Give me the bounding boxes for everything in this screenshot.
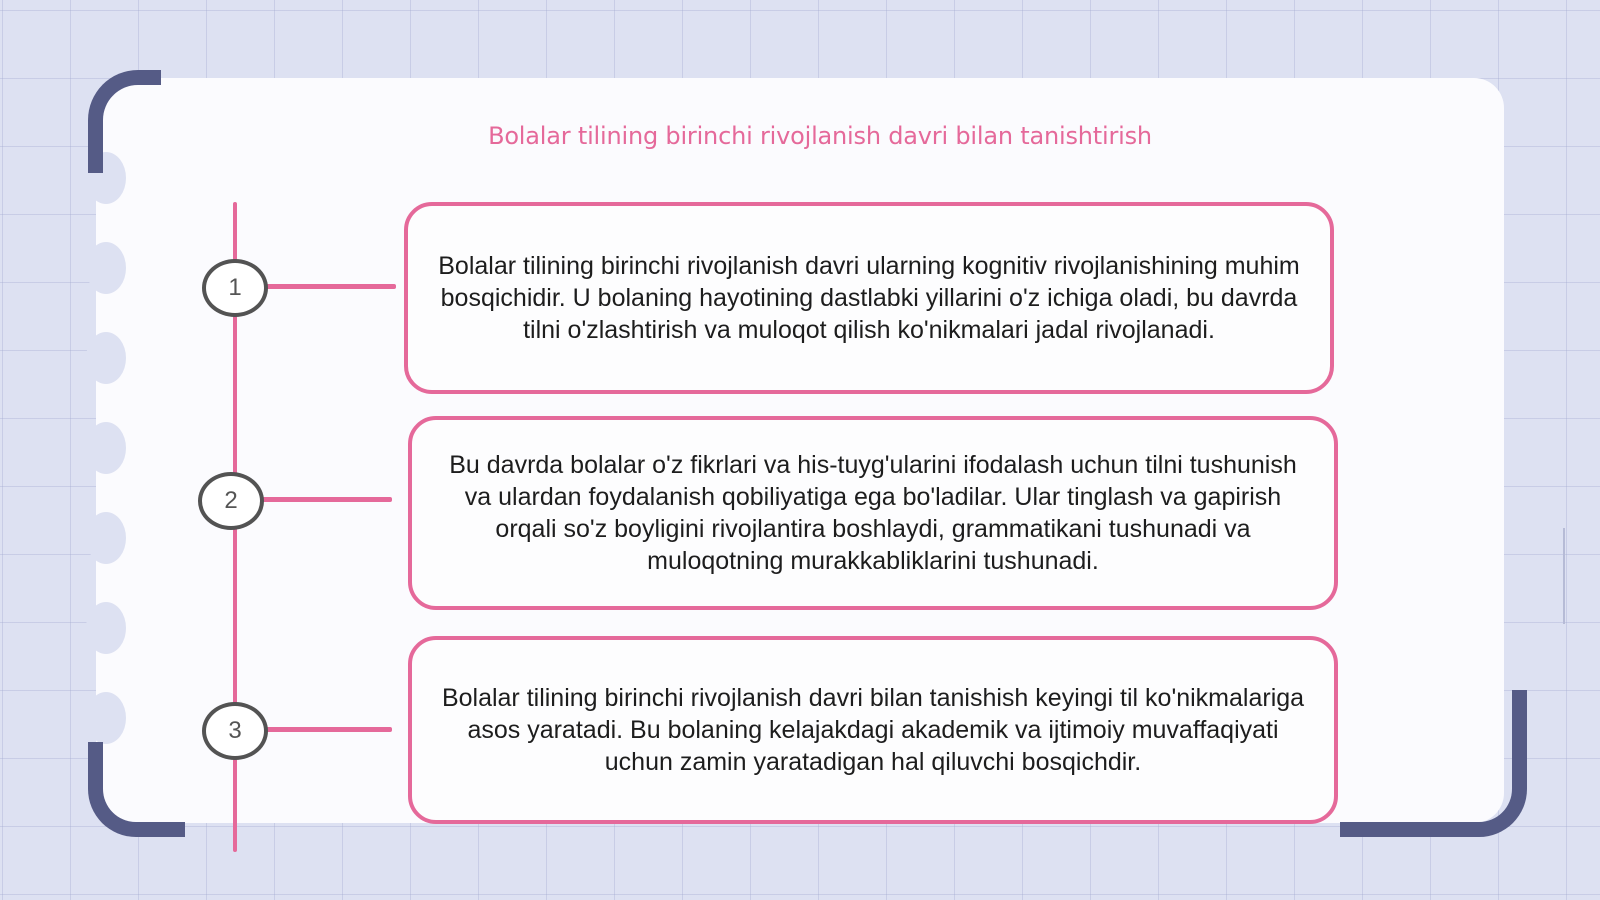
timeline-connector-3 (264, 727, 392, 732)
corner-bracket-bottom-right (1340, 690, 1527, 837)
step-card-text: Bolalar tilining birinchi rivojlanish davri bilan tanishish keyingi til ko'nikmalariga asos yaratadi. Bu bolaning kelajakdagi akademik va ijtimoiy muvaffaqiyati uchun zamin yaratadigan hal qiluvchi bosqichdir. (441, 684, 1305, 776)
page-title: Bolalar tilining birinchi rivojlanish davri bilan tanishtirish (488, 122, 1152, 150)
sheet-scallop (86, 512, 126, 564)
step-number-2: 2 (198, 472, 264, 530)
timeline-connector-2 (260, 497, 392, 502)
decorative-tick (1563, 528, 1565, 624)
step-card-2 (408, 416, 1338, 610)
step-number-1: 1 (202, 259, 268, 317)
sheet-scallop (86, 422, 126, 474)
sheet-scallop (86, 242, 126, 294)
step-card-3 (408, 636, 1338, 824)
corner-bracket-bottom-left (88, 742, 185, 837)
step-card-text: Bu davrda bolalar o'z fikrlari va his-tuyg'ularini ifodalash uchun tilni tushunish va ulardan foydalanish qobiliyatiga ega bo'ladilar. Ular tinglash va gapirish orqali so'z boyligini rivojlantira boshlaydi, grammatikani tushunadi va muloqotning murakkabliklarini tushunadi. (449, 451, 1297, 575)
sheet-scallop (86, 692, 126, 744)
step-number-3: 3 (202, 702, 268, 760)
corner-bracket-top-left (88, 70, 161, 173)
step-card-text: Bolalar tilining birinchi rivojlanish davri ularning kognitiv rivojlanishining muhim bosqichidir. U bolaning hayotining dastlabki yillarini o'z ichiga oladi, bu davrda tilni o'zlashtirish va muloqot qilish ko'nikmalari jadal rivojlanadi. (438, 252, 1300, 344)
sheet-scallop (86, 602, 126, 654)
timeline-connector-1 (264, 284, 396, 289)
sheet-scallop (86, 332, 126, 384)
step-card-1 (404, 202, 1334, 394)
